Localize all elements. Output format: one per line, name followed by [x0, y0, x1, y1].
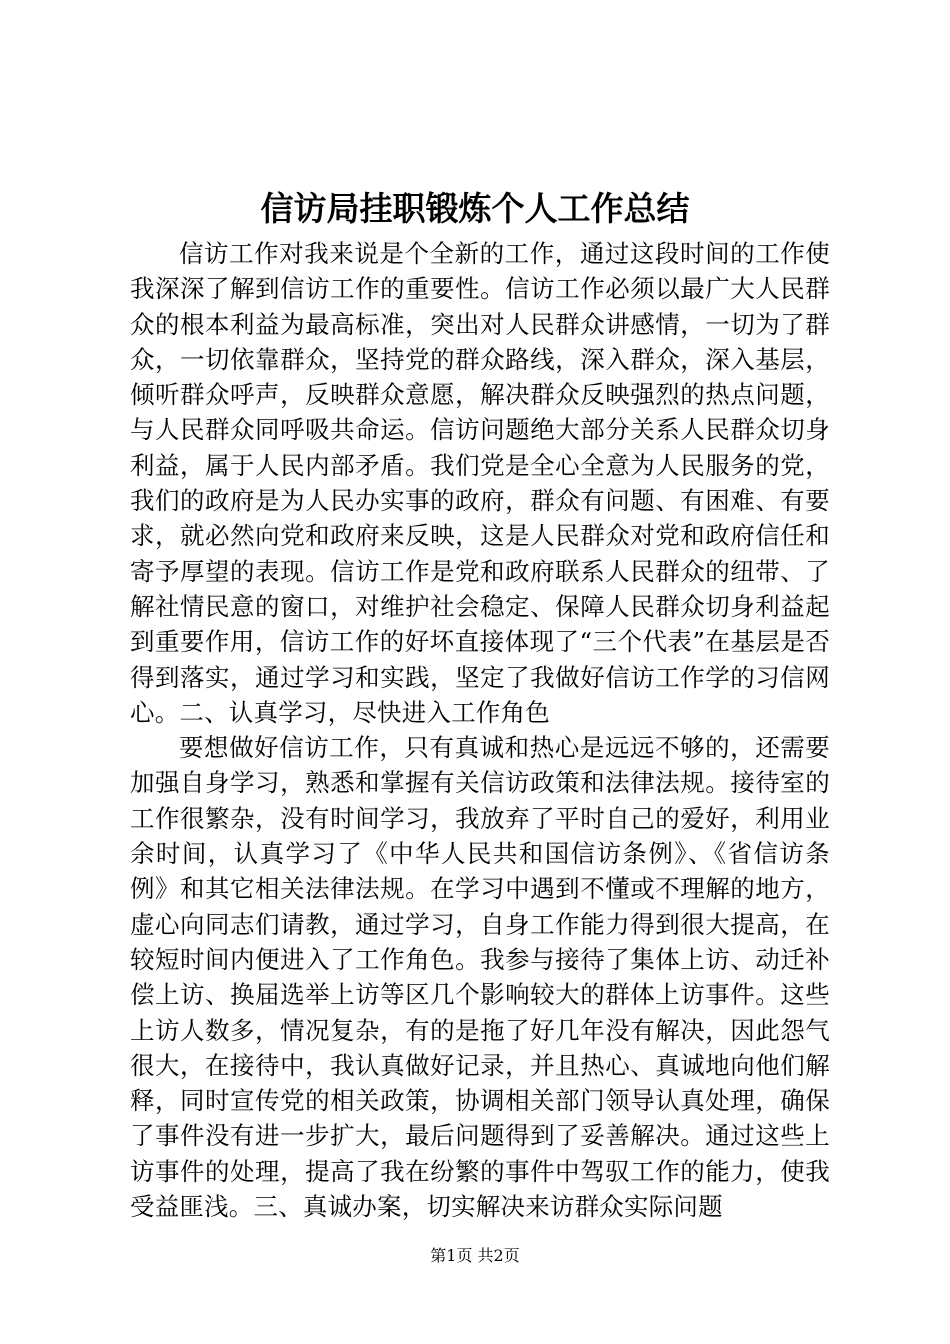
paragraph-1: 信访工作对我来说是个全新的工作，通过这段时间的工作使我深深了解到信访工作的重要性。信访工作必须以最广大人民群众的根本利益为最高标准，突出对人民群众讲感情，一切为了群众，一切依靠群众，坚持党的群众路线，深入群众，深入基层，倾听群众呼声，反映群众意愿，解决群众反映强烈的热点问题，与人民群众同呼吸共命运。信访问题绝大部分关系人民群众切身利益，属于人民内部矛盾。我们党是全心全意为人民服务的党，我们的政府是为人民办实事的政府，群众有问题、有困难、有要求，就必然向党和政府来反映，这是人民群众对党和政府信任和寄予厚望的表现。信访工作是党和政府联系人民群众的纽带、了解社情民意的窗口，对维护社会稳定、保障人民群众切身利益起到重要作用，信访工作的好坏直接体现了“三个代表”在基层是否得到落实，通过学习和实践，坚定了我做好信访工作学的习信网心。二、认真学习，尽快进入工作角色: [130, 239, 830, 727]
page-footer: 第1页 共2页: [430, 1246, 520, 1265]
document-body: [130, 236, 830, 1224]
document-title: 信访局挂职锻炼个人工作总结: [260, 189, 690, 228]
paragraph-2: 要想做好信访工作，只有真诚和热心是远远不够的，还需要加强自身学习，熟悉和掌握有关信访政策和法律法规。接待室的工作很繁杂，没有时间学习，我放弃了平时自己的爱好，利用业余时间，认真学习了《中华人民共和国信访条例》、《省信访条例》和其它相关法律法规。在学习中遇到不懂或不理解的地方，虚心向同志们请教，通过学习，自身工作能力得到很大提高，在较短时间内便进入了工作角色。我参与接待了集体上访、动迁补偿上访、换届选举上访等区几个影响较大的群体上访事件。这些上访人数多，情况复杂，有的是拖了好几年没有解决，因此怨气很大，在接待中，我认真做好记录，并且热心、真诚地向他们解释，同时宣传党的相关政策，协调相关部门领导认真处理，确保了事件没有进一步扩大，最后问题得到了妥善解决。通过这些上访事件的处理，提高了我在纷繁的事件中驾驭工作的能力，使我受益匪浅。三、真诚办案，切实解决来访群众实际问题: [130, 733, 830, 1222]
